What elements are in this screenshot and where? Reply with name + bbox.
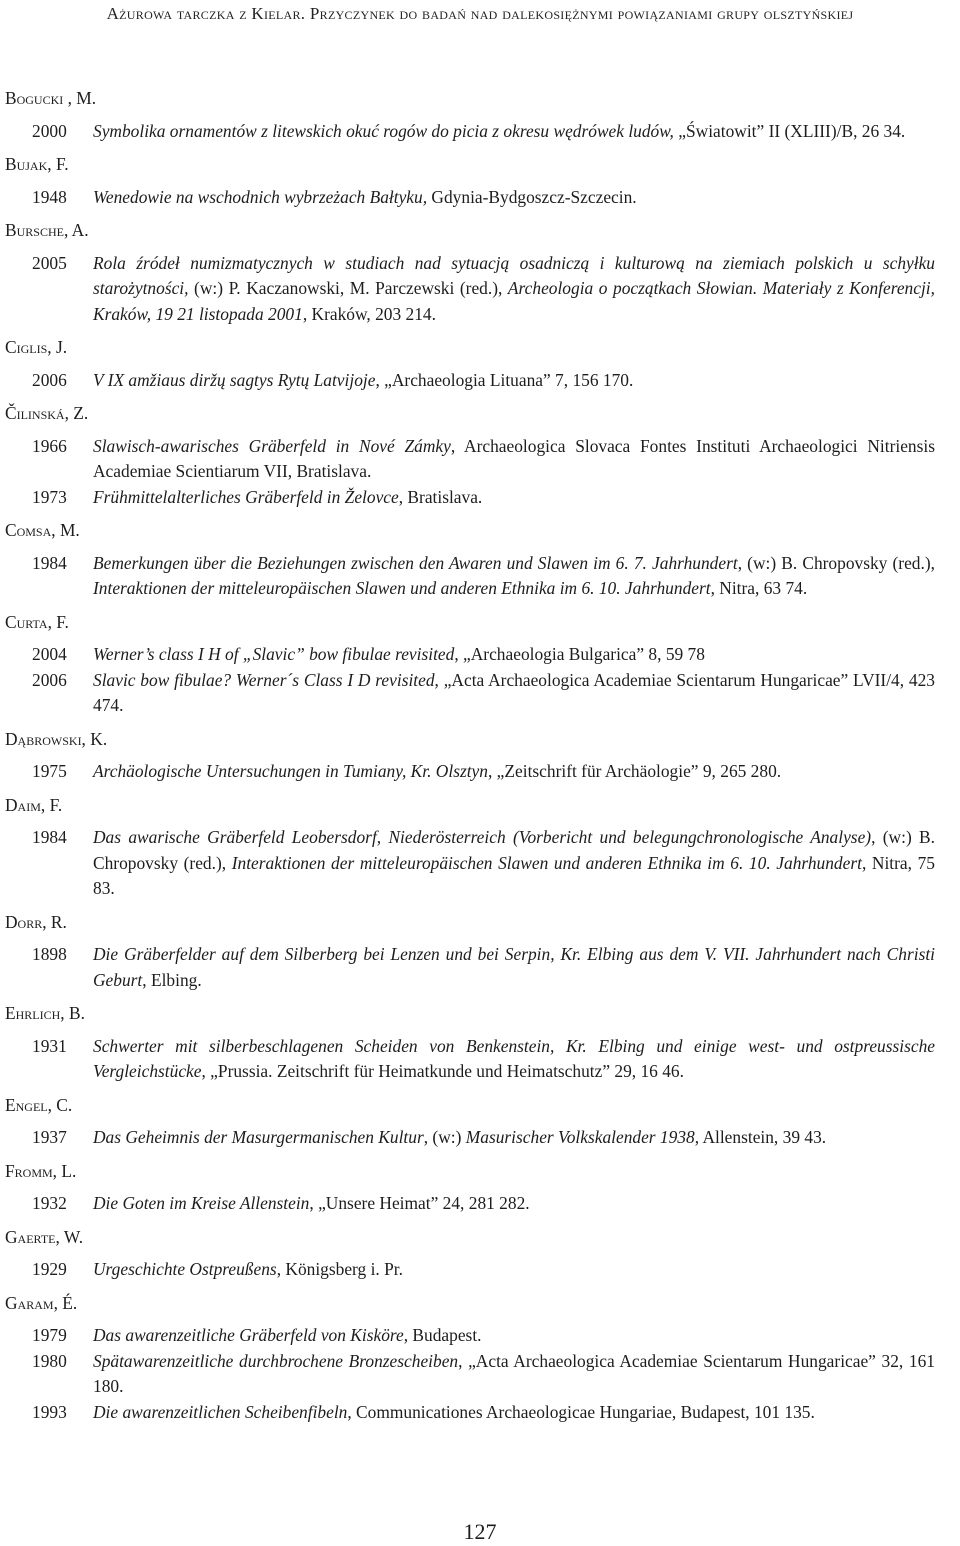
bibliography-entry: [5, 1034, 960, 1085]
bibliography-entry: [5, 642, 960, 668]
bibliography-entry: [5, 1349, 960, 1400]
citation-text: , Budapest.: [403, 1325, 482, 1345]
citation-text: , „Acta Archaeologica Academiae Scientarum Hungaricae” 32, 161 180.: [93, 1350, 935, 1396]
author-name: Ehrlich, B.: [5, 1003, 85, 1023]
entry-year: 1984: [32, 827, 67, 847]
citation-text: , „Prussia. Zeitschrift für Heimatkunde und Heimatschutz” 29, 16 46.: [201, 1061, 684, 1081]
bibliography-author-group: [5, 1001, 960, 1085]
author-name: Engel, C.: [5, 1094, 73, 1115]
bibliography-author-group: [5, 86, 960, 144]
entry-citation: [93, 1125, 935, 1151]
entry-year: 1932: [32, 1193, 67, 1213]
bibliography-author-group: [5, 1159, 960, 1217]
author-name: Čilinská, Z.: [5, 403, 89, 423]
author-name: Dorr, R.: [5, 911, 67, 932]
entry-citation: [93, 942, 935, 993]
running-header: Ażurowa tarczka z Kielar. Przyczynek do badań nad dalekosiężnymi powiązaniami grupy olsztyńskiej: [106, 4, 854, 23]
author-name: Dąbrowski, K.: [5, 728, 108, 749]
entry-year: 1931: [32, 1035, 67, 1056]
citation-text: , Königsberg i. Pr.: [276, 1259, 403, 1279]
citation-text: , „Archaeologia Bulgarica” 8, 59 78: [454, 644, 705, 664]
entry-citation: [93, 642, 935, 668]
entry-year: 2006: [32, 669, 67, 690]
entry-citation: [93, 1034, 935, 1085]
citation-text: , (w:) B. Chropovsky (red.),: [93, 827, 936, 873]
citation-text: „Światowit” II (XLIII)/B, 26 34.: [673, 120, 906, 141]
author-name: Curta, F.: [5, 611, 69, 632]
bibliography-entry: [5, 119, 960, 145]
entry-year: 2004: [32, 644, 67, 664]
bibliography-entry: [5, 1191, 960, 1217]
citation-text: , (w:): [423, 1127, 466, 1147]
bibliography-author-group: [5, 1225, 960, 1283]
author-name: Gaerte, W.: [5, 1226, 84, 1247]
entry-year: 1975: [32, 761, 67, 781]
citation-text: , Archaeologica Slovaca Fontes Instituti Archaeologici Nitriensis Academiae Scientiarum VII, Bratislava.: [93, 435, 935, 481]
citation-text: Gdynia-Bydgoszcz-Szczecin.: [427, 186, 637, 207]
bibliography-author-group: [5, 910, 960, 994]
bibliography-entry: [5, 825, 960, 902]
citation-title: Spätawarenzeitliche durchbrochene Bronzescheiben: [93, 1350, 459, 1371]
citation-title: Archeologia o początkach Słowian. Materiały z Konferencji, Kraków, 19 21 listopada 2001: [93, 278, 935, 324]
citation-title: V IX amžiaus diržų sagtys Rytų Latvijoje: [93, 369, 376, 390]
entry-year: 1929: [32, 1259, 67, 1279]
bibliography-entry: [5, 1125, 960, 1151]
bibliography-entry: [5, 759, 960, 785]
bibliography-entry: [5, 1323, 960, 1349]
citation-text: , Elbing.: [142, 969, 202, 990]
entry-year: 1966: [32, 435, 67, 456]
entry-citation: [93, 368, 935, 394]
citation-title: Archäologische Untersuchungen in Tumiany, Kr. Olsztyn: [93, 761, 488, 781]
entry-year: 1948: [32, 186, 67, 207]
entry-year: 2000: [32, 120, 67, 141]
entry-citation: [93, 119, 935, 145]
citation-text: , Communicationes Archaeologicae Hungariae, Budapest, 101 135.: [347, 1401, 815, 1422]
citation-text: , (w:) B. Chropovsky (red.),: [737, 552, 935, 573]
citation-title: Bemerkungen über die Beziehungen zwischen den Awaren und Slawen im 6. 7. Jahrhundert: [93, 552, 738, 573]
entry-year: 1898: [32, 944, 67, 964]
entry-citation: [93, 485, 935, 511]
entry-citation: [93, 185, 935, 211]
entry-citation: [93, 668, 935, 719]
citation-title: Slavic bow fibulae? Werner´s Class I D revisited: [93, 669, 435, 690]
entry-citation: [93, 1191, 935, 1217]
citation-title: Masurischer Volkskalender 1938: [465, 1127, 695, 1147]
citation-title: Wenedowie na wschodnich wybrzeżach Bałtyku,: [93, 186, 428, 207]
citation-title: Schwerter mit silberbeschlagenen Scheiden von Benkenstein, Kr. Elbing und einige west- und ostpreussische Vergleichstücke: [93, 1035, 935, 1081]
entry-citation: [93, 825, 935, 902]
citation-text: , „Zeitschrift für Archäologie” 9, 265 280.: [487, 761, 782, 781]
bibliography-entry: [5, 485, 960, 511]
citation-title: Das Geheimnis der Masurgermanischen Kultur: [93, 1127, 424, 1147]
citation-title: Frühmittelalterliches Gräberfeld in Želovce: [93, 486, 399, 507]
citation-text: (w:) P. Kaczanowski, M. Parczewski (red.),: [188, 278, 508, 298]
entry-citation: [93, 1323, 935, 1349]
entry-citation: [93, 551, 935, 602]
entry-citation: [93, 251, 935, 328]
entry-year: 1937: [32, 1127, 67, 1147]
entry-year: 1979: [32, 1325, 67, 1345]
bibliography-author-group: [5, 1291, 960, 1426]
bibliography-author-group: [5, 218, 960, 327]
bibliography-entry: [5, 1400, 960, 1426]
page-number: 127: [463, 1519, 497, 1544]
bibliography-entry: [5, 185, 960, 211]
citation-title: Rola źródeł numizmatycznych w studiach nad sytuacją osadniczą i kulturową na ziemiach polskich u schyłku starożytności,: [93, 252, 935, 298]
citation-title: Das awarische Gräberfeld Leobersdorf, Niederösterreich (Vorbericht und belegungchronologische Analyse): [93, 827, 872, 847]
entry-year: 2005: [32, 252, 67, 273]
author-name: Bursche, A.: [5, 220, 89, 240]
citation-title: Interaktionen der mitteleuropäischen Slawen und anderen Ethnika im 6. 10. Jahrhundert: [93, 578, 711, 598]
citation-title: Slawisch-awarisches Gräberfeld in Nové Zámky: [93, 435, 451, 456]
bibliography-author-group: [5, 793, 960, 902]
citation-text: , Nitra, 63 74.: [710, 578, 808, 598]
bibliography-entry: [5, 942, 960, 993]
bibliography-list: [5, 86, 960, 1433]
citation-title: Urgeschichte Ostpreußens: [93, 1259, 277, 1279]
citation-title: Das awarenzeitliche Gräberfeld von Kisköre: [93, 1325, 404, 1345]
bibliography-entry: [5, 368, 960, 394]
entry-year: 2006: [32, 369, 67, 390]
bibliography-entry: [5, 1257, 960, 1283]
bibliography-entry: [5, 251, 960, 328]
author-name: Fromm, L.: [5, 1160, 77, 1181]
citation-text: , Bratislava.: [398, 486, 483, 507]
entry-citation: [93, 434, 935, 485]
entry-year: 1984: [32, 552, 67, 573]
bibliography-author-group: [5, 152, 960, 210]
bibliography-author-group: [5, 1093, 960, 1151]
bibliography-author-group: [5, 727, 960, 785]
citation-text: , Nitra, 75 83.: [93, 852, 935, 898]
citation-title: Symbolika ornamentów z litewskich okuć rogów do picia z okresu wędrówek ludów,: [93, 120, 674, 141]
author-name: Daim, F.: [5, 794, 63, 815]
entry-citation: [93, 759, 935, 785]
author-name: Bujak, F.: [5, 154, 69, 174]
citation-title: Interaktionen der mitteleuropäischen Slawen und anderen Ethnika im 6. 10. Jahrhundert: [231, 852, 862, 873]
citation-title: Die Goten im Kreise Allenstein: [93, 1193, 310, 1213]
bibliography-author-group: [5, 401, 960, 510]
entry-year: 1973: [32, 486, 67, 507]
bibliography-author-group: [5, 610, 960, 719]
bibliography-entry: [5, 434, 960, 485]
citation-text: , „Acta Archaeologica Academiae Scientarum Hungaricae” LVII/4, 423 474.: [93, 669, 935, 715]
citation-text: , „Unsere Heimat” 24, 281 282.: [309, 1193, 530, 1213]
citation-text: , „Archaeologia Lituana” 7, 156 170.: [375, 369, 634, 390]
citation-title: Werner’s class I H of „Slavic” bow fibulae revisited: [93, 644, 455, 664]
citation-text: , Kraków, 203 214.: [302, 303, 436, 324]
author-name: Ciglis, J.: [5, 337, 68, 357]
citation-title: Die Gräberfelder auf dem Silberberg bei Lenzen und bei Serpin, Kr. Elbing aus dem V. VII. Jahrhundert nach Christi Geburt: [93, 944, 935, 990]
citation-text: , Allenstein, 39 43.: [694, 1127, 827, 1147]
bibliography-entry: [5, 551, 960, 602]
citation-title: Die awarenzeitlichen Scheibenfibeln: [93, 1401, 348, 1422]
author-name: Bogucki , M.: [5, 88, 97, 108]
bibliography-entry: [5, 668, 960, 719]
entry-citation: [93, 1400, 935, 1426]
entry-year: 1980: [32, 1350, 67, 1371]
author-name: Comsa, M.: [5, 520, 80, 540]
entry-citation: [93, 1349, 935, 1400]
entry-year: 1993: [32, 1401, 67, 1422]
bibliography-author-group: [5, 335, 960, 393]
author-name: Garam, É.: [5, 1292, 78, 1313]
bibliography-author-group: [5, 518, 960, 602]
entry-citation: [93, 1257, 935, 1283]
